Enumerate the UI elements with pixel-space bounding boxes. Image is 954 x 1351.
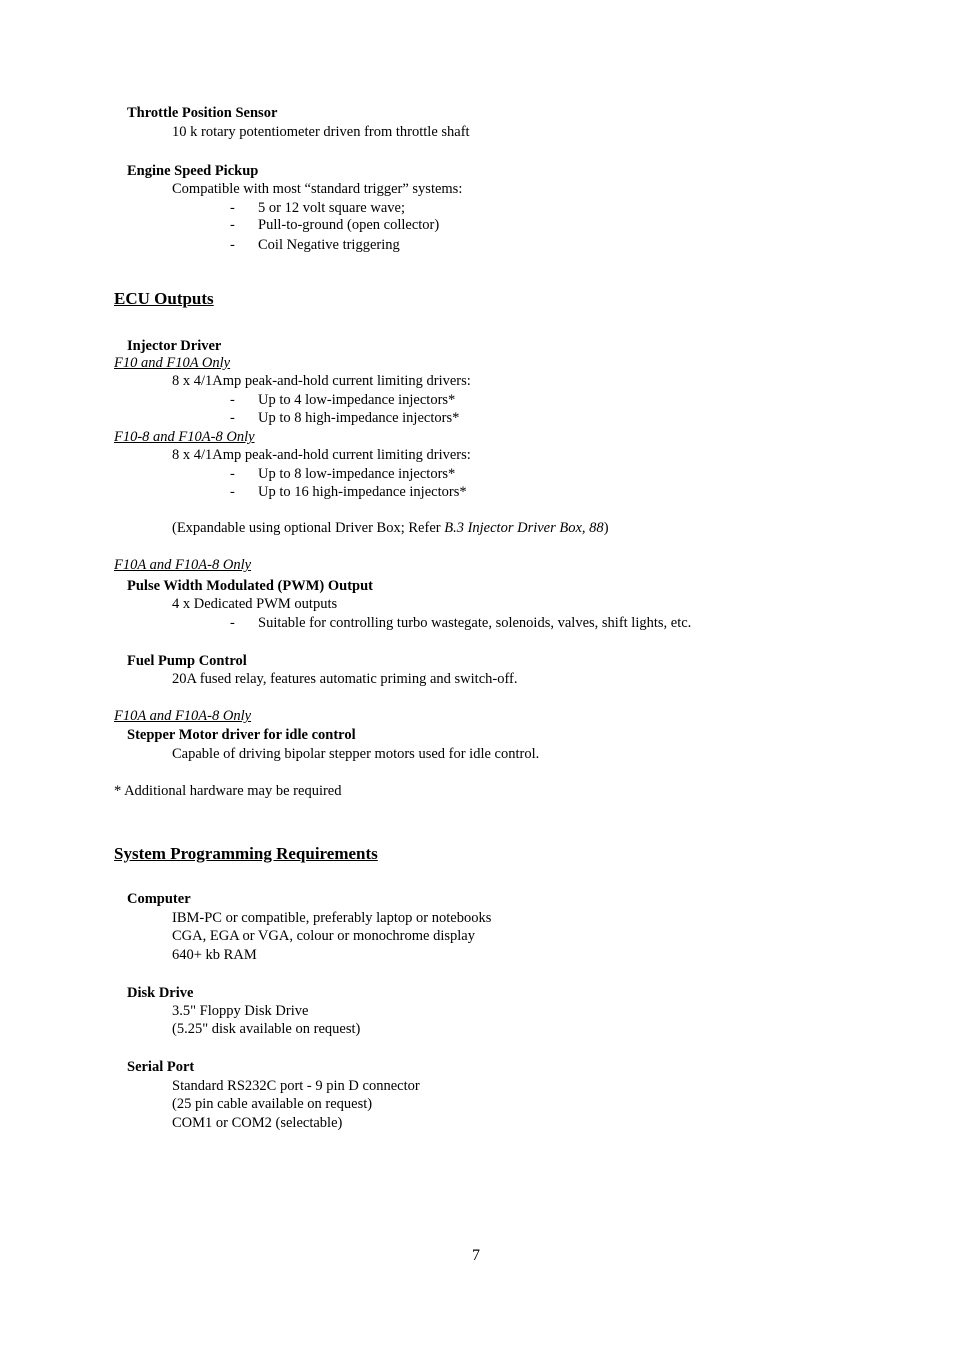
list-item: Suitable for controlling turbo wastegate, solenoids, valves, shift lights, etc. xyxy=(258,615,692,631)
disk-heading: Disk Drive xyxy=(127,985,194,1001)
computer-line: IBM-PC or compatible, preferably laptop or notebooks xyxy=(172,910,492,926)
bullet-dash: - xyxy=(230,200,235,216)
list-item: Coil Negative triggering xyxy=(258,237,400,253)
list-item: 5 or 12 volt square wave; xyxy=(258,200,405,216)
bullet-dash: - xyxy=(230,484,235,500)
bullet-dash: - xyxy=(230,615,235,631)
disk-line: 3.5" Floppy Disk Drive xyxy=(172,1003,309,1019)
expand-note xyxy=(172,519,609,537)
injector-heading: Injector Driver xyxy=(127,338,222,354)
esp-intro: Compatible with most “standard trigger” systems: xyxy=(172,181,463,197)
bullet-dash: - xyxy=(230,466,235,482)
tps-line: 10 k rotary potentiometer driven from throttle shaft xyxy=(172,124,470,140)
model-label: F10-8 and F10A-8 Only xyxy=(114,429,255,445)
page-number: 7 xyxy=(472,1247,480,1264)
list-item: Pull-to-ground (open collector) xyxy=(258,217,440,233)
model-label: F10A and F10A-8 Only xyxy=(114,708,252,724)
computer-heading: Computer xyxy=(127,891,191,907)
stepper-line: Capable of driving bipolar stepper motors used for idle control. xyxy=(172,746,540,762)
stepper-heading: Stepper Motor driver for idle control xyxy=(127,727,356,743)
bullet-dash: - xyxy=(230,217,235,233)
list-item: Up to 8 low-impedance injectors* xyxy=(258,466,456,482)
fuel-pump-line: 20A fused relay, features automatic priming and switch-off. xyxy=(172,671,518,687)
computer-line: 640+ kb RAM xyxy=(172,947,257,963)
bullet-dash: - xyxy=(230,237,235,253)
expand-post: ) xyxy=(603,520,609,536)
disk-line: (5.25" disk available on request) xyxy=(172,1021,361,1037)
pwm-intro: 4 x Dedicated PWM outputs xyxy=(172,596,338,612)
pwm-heading: Pulse Width Modulated (PWM) Output xyxy=(127,578,373,594)
serial-line: Standard RS232C port - 9 pin D connector xyxy=(172,1078,420,1094)
expand-ref: B.3 Injector Driver Box, 88 xyxy=(444,520,604,536)
bullet-dash: - xyxy=(230,392,235,408)
expand-pre: (Expandable using optional Driver Box; Refer xyxy=(172,520,445,536)
tps-heading: Throttle Position Sensor xyxy=(127,105,278,121)
computer-line: CGA, EGA or VGA, colour or monochrome display xyxy=(172,928,475,944)
list-item: Up to 4 low-impedance injectors* xyxy=(258,392,456,408)
serial-heading: Serial Port xyxy=(127,1059,195,1075)
list-item: Up to 16 high-impedance injectors* xyxy=(258,484,467,500)
fuel-pump-heading: Fuel Pump Control xyxy=(127,653,247,669)
list-item: Up to 8 high-impedance injectors* xyxy=(258,410,460,426)
footnote: * Additional hardware may be required xyxy=(114,783,342,799)
model-label: F10A and F10A-8 Only xyxy=(114,557,252,573)
bullet-dash: - xyxy=(230,410,235,426)
esp-heading: Engine Speed Pickup xyxy=(127,163,259,179)
sys-prog-heading: System Programming Requirements xyxy=(114,844,378,863)
ecu-outputs-heading: ECU Outputs xyxy=(114,289,214,308)
serial-line: COM1 or COM2 (selectable) xyxy=(172,1115,343,1131)
serial-line: (25 pin cable available on request) xyxy=(172,1096,373,1112)
model-label: F10 and F10A Only xyxy=(114,355,231,371)
injector-intro: 8 x 4/1Amp peak-and-hold current limiting drivers: xyxy=(172,447,471,463)
injector-intro: 8 x 4/1Amp peak-and-hold current limiting drivers: xyxy=(172,373,471,389)
